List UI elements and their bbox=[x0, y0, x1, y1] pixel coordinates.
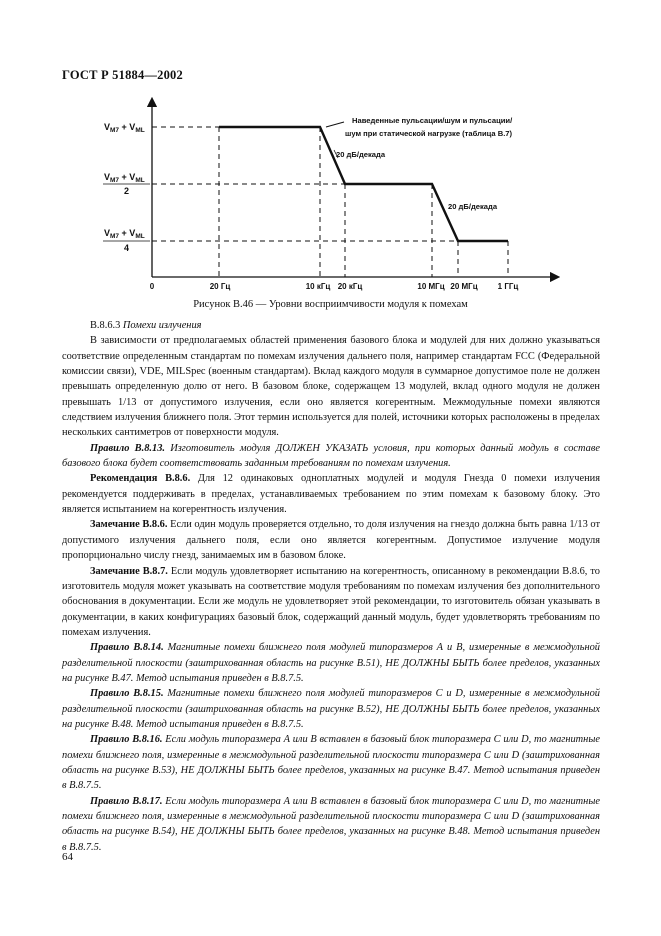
note-8-7: Замечание В.8.7. Если модуль удовлетворяет испытанию на когерентность, описанному в рекомендации В.8.6, то изготовитель модуля может указывать на соответствие модуля требованиям по помехам излучения без дополнительного обоснования в документации. Если же модуль не удовлетворяет этой рекомендации, то изготовитель обязан указывать в документации, в каких конфигурациях базовый блок, содержащий данный модуль, будет удовлетворять требованиям по помехам излучения. bbox=[62, 565, 600, 638]
x-tick-10mhz: 10 МГц bbox=[417, 282, 445, 291]
y-label-quarter-num: $V_{M7} + V_{ML}$ bbox=[104, 228, 145, 240]
document-header: ГОСТ Р 51884—2002 bbox=[62, 68, 183, 82]
slope-label-2: 20 дБ/декада bbox=[448, 202, 498, 211]
y-label-full: $V_{M7} + V_{ML}$ bbox=[104, 122, 145, 134]
y-label-half-den: 2 bbox=[124, 186, 130, 196]
rule-8-13: Правило В.8.13. Изготовитель модуля ДОЛЖЕН УКАЗАТЬ условия, при которых данный модуль в составе базового блока будет соответствовать заданным требованиям по помехам излучения. bbox=[62, 442, 600, 470]
legend-line-2: шум при статической нагрузке (таблица В.7) bbox=[345, 129, 513, 138]
figure-caption: Рисунок В.46 — Уровни восприимчивости модуля к помехам bbox=[193, 299, 468, 310]
paragraph-1: В зависимости от предполагаемых областей применения базового блока и модулей для них должно указываться соответствие определенным стандартам по помехам излучения дальнего поля, например стандартам FCC (Федеральной комиссии связи), VDE, MILSpec (военным стандартам). Вклад каждого модуля в суммарное допустимое поле не должен превышать определенную долю от него. В базовом блоке, содержащем 13 модулей, вклад одного модуля не должен превышать 1/13 от допустимого излучения, если оно является когерентным. Межмодульные помехи являются следствием излучения ближнего поля. Этот термин используется для полей, источники которых расположены в пределах нескольких сантиметров от поверхности модуля. bbox=[62, 335, 600, 439]
x-tick-1ghz: 1 ГГц bbox=[497, 282, 519, 291]
x-tick-20khz: 20 кГц bbox=[337, 282, 363, 291]
slope-label-1: 20 дБ/декада bbox=[336, 150, 386, 159]
x-tick-20mhz: 20 МГц bbox=[450, 282, 478, 291]
y-label-half-num: $V_{M7} + V_{ML}$ bbox=[104, 172, 145, 184]
recommendation-8-6: Рекомендация В.8.6. Для 12 одинаковых одноплатных модулей и модуля Гнезда 0 помехи излучения рекомендуется поддерживать в пределах, устанавливаемых требованием по этим помехам к базовому блоку. Это является испытанием на когерентность излучения. bbox=[62, 473, 600, 516]
rule-8-17: Правило В.8.17. Если модуль типоразмера А или В вставлен в базовый блок типоразмера С или D, то магнитные помехи ближнего поля, измеренные в межмодульной разделительной плоскости типоразмера С или D (заштрихованная область на рисунке В.54), НЕ ДОЛЖНЫ БЫТЬ более пределов, указанных на рисунке В.48. Метод испытания приведен в В.8.7.5. bbox=[62, 795, 600, 853]
x-tick-10khz: 10 кГц bbox=[305, 282, 331, 291]
section-heading: В.8.6.3 Помехи излучения bbox=[90, 320, 202, 331]
page-number: 64 bbox=[62, 851, 73, 863]
y-label-quarter-den: 4 bbox=[124, 243, 130, 253]
susceptibility-figure bbox=[0, 0, 661, 300]
legend-pointer bbox=[326, 122, 344, 127]
rule-8-16: Правило В.8.16. Если модуль типоразмера А или В вставлен в базовый блок типоразмера С или D, то магнитные помехи ближнего поля, измеренные в межмодульной разделительной плоскости типоразмера С или D (заштрихованная область на рисунке В.53), НЕ ДОЛЖНЫ БЫТЬ более пределов, указанных на рисунке В.47. Метод испытания приведен в В.8.7.5. bbox=[62, 734, 600, 792]
rule-8-14: Правило В.8.14. Магнитные помехи ближнего поля модулей типоразмеров А и В, измеренные в межмодульной разделительной плоскости (заштрихованная область на рисунке В.51), НЕ ДОЛЖНЫ БЫТЬ более пределов, указанных на рисунке В.47. Метод испытания приведен в В.8.7.5. bbox=[62, 642, 600, 684]
note-8-6: Замечание В.8.6. Если один модуль проверяется отдельно, то доля излучения на гнездо должна быть равна 1/13 от допустимого излучения дальнего поля, если оно является когерентным. Допустимое излучение модуля пропорционально числу гнезд, занимаемых им в базовом блоке. bbox=[62, 519, 600, 562]
body-text bbox=[62, 318, 600, 855]
legend-line-1: Наведенные пульсации/шум и пульсации/ bbox=[352, 116, 513, 125]
x-tick-20hz: 20 Гц bbox=[209, 282, 231, 291]
x-tick-0: 0 bbox=[149, 282, 155, 291]
rule-8-15: Правило В.8.15. Магнитные помехи ближнего поля модулей типоразмеров С и D, измеренные в межмодульной разделительной плоскости (заштрихованная область на рисунке В.52), НЕ ДОЛЖНЫ БЫТЬ более пределов, указанных на рисунке В.48. Метод испытания приведен в В.8.7.5. bbox=[62, 688, 600, 730]
